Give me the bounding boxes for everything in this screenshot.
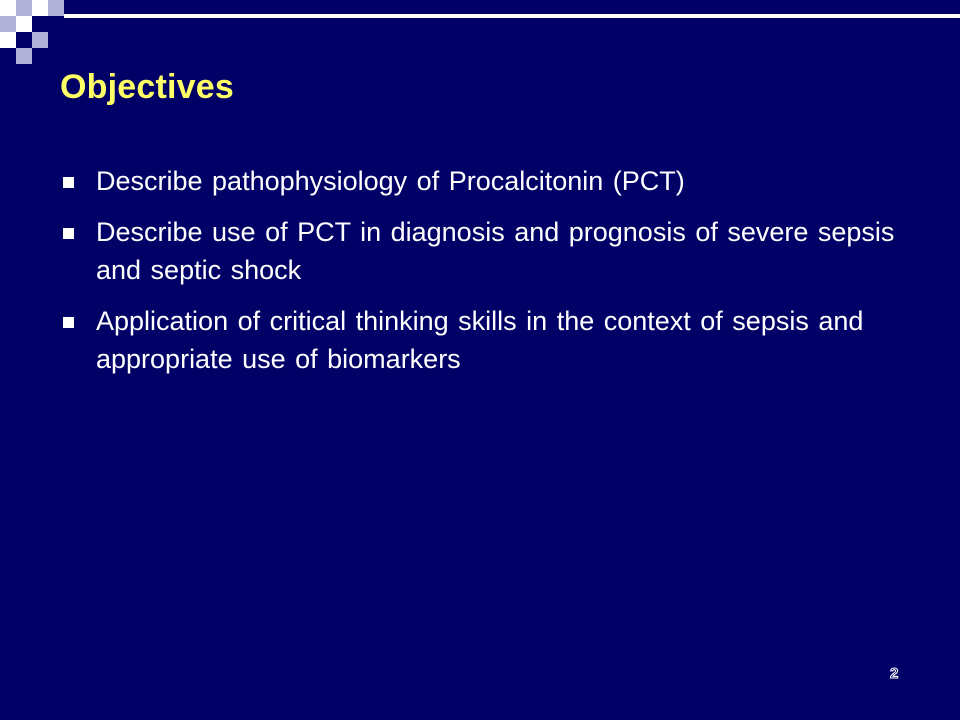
decor-square (0, 16, 16, 32)
bullet-text: Describe use of PCT in diagnosis and prognosis of severe sepsis and septic shock (96, 217, 895, 285)
square-bullet-icon (63, 228, 74, 239)
decor-square (32, 32, 48, 48)
decor-square (0, 32, 16, 48)
bullet-text: Describe pathophysiology of Procalcitonin (PCT) (96, 166, 685, 196)
decor-square (16, 16, 32, 32)
page-number: 2 (890, 665, 899, 682)
bullet-text: Application of critical thinking skills in the context of sepsis and appropriate use of biomarkers (96, 306, 864, 374)
decor-square (0, 0, 16, 16)
slide-title: Objectives (60, 68, 234, 106)
decor-square (32, 0, 48, 16)
square-bullet-icon (63, 317, 74, 328)
bullet-list (60, 162, 910, 391)
bullet-item (60, 162, 910, 200)
decor-square (16, 0, 32, 16)
bullet-item (60, 302, 910, 378)
top-rule (64, 14, 960, 18)
decor-square (48, 0, 64, 16)
bullet-item (60, 213, 910, 289)
square-bullet-icon (63, 177, 74, 188)
decor-square (16, 48, 32, 64)
